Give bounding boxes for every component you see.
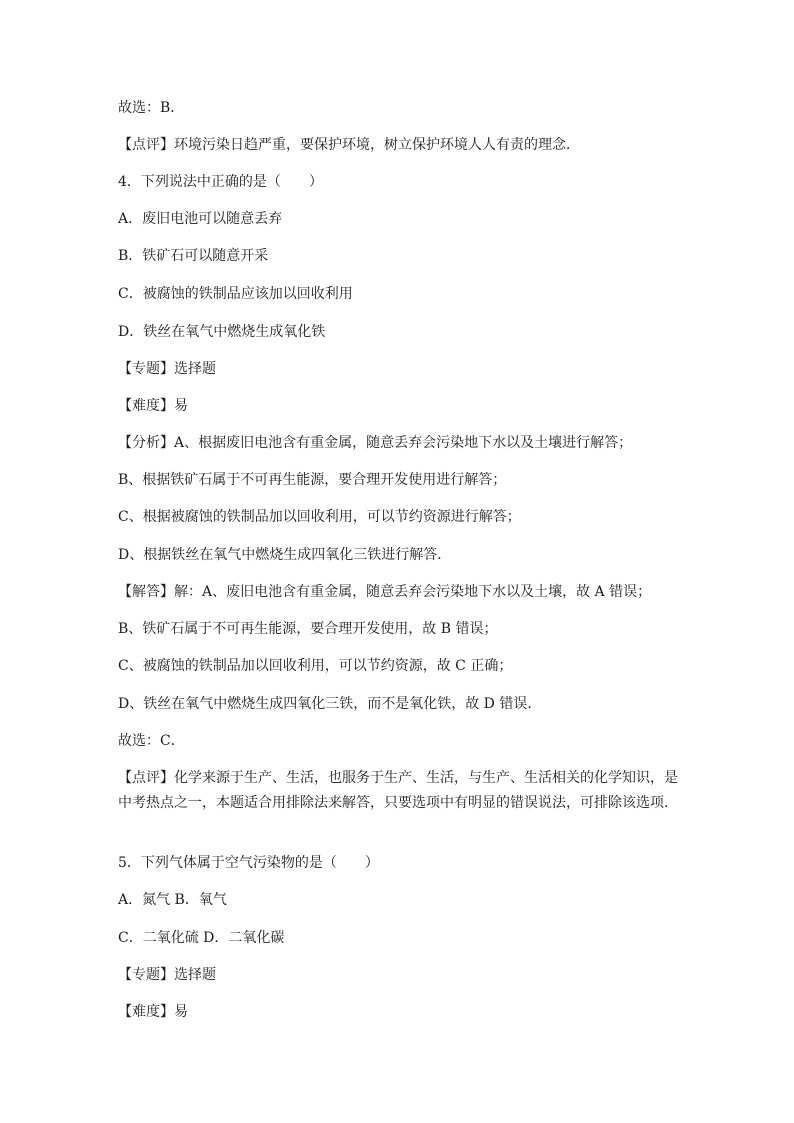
question-5-options-cd: C．二氧化硫 D．二氧化碳 xyxy=(118,930,285,946)
question-4-option-a: A．废旧电池可以随意丢弃 xyxy=(118,211,283,227)
analysis-line-d: D、根据铁丝在氧气中燃烧生成四氧化三铁进行解答． xyxy=(118,547,452,563)
solution-line-d: D、铁丝在氧气中燃烧生成四氧化三铁，而不是氧化铁，故 D 错误． xyxy=(118,696,542,712)
question-5-stem: 5．下列气体属于空气污染物的是（ ） xyxy=(118,855,379,871)
comment-line-q3: 【点评】环境污染日趋严重，要保护环境，树立保护环境人人有责的理念． xyxy=(118,137,580,153)
difficulty-line-q4: 【难度】易 xyxy=(118,398,188,414)
topic-line-q4: 【专题】选择题 xyxy=(118,361,216,377)
topic-line-q5: 【专题】选择题 xyxy=(118,967,216,983)
question-4-option-b: B．铁矿石可以随意开采 xyxy=(118,248,269,264)
analysis-line-c: C、根据被腐蚀的铁制品加以回收利用，可以节约资源进行解答； xyxy=(118,509,521,525)
solution-line-a: 【解答】解：A、废旧电池含有重金属，随意丢弃会污染地下水以及土壤，故 A 错误； xyxy=(118,584,652,600)
analysis-line-a: 【分析】A、根据废旧电池含有重金属，随意丢弃会污染地下水以及土壤进行解答； xyxy=(118,435,633,451)
answer-line-q4: 故选：C． xyxy=(118,733,185,749)
solution-line-b: B、铁矿石属于不可再生能源，要合理开发使用，故 B 错误； xyxy=(118,621,498,637)
question-4-option-c: C．被腐蚀的铁制品应该加以回收利用 xyxy=(118,286,353,302)
question-4-stem: 4．下列说法中正确的是（ ） xyxy=(118,174,323,190)
difficulty-line-q5: 【难度】易 xyxy=(118,1004,188,1020)
question-5-options-ab: A．氮气 B．氧气 xyxy=(118,892,227,908)
comment-paragraph-q4: 【点评】化学来源于生产、生活，也服务于生产、生活，与生产、生活相关的化学知识，是中考热点之一，本题适合用排除法来解答，只要选项中有明显的错误说法，可排除该选项． xyxy=(118,770,678,811)
analysis-line-b: B、根据铁矿石属于不可再生能源，要合理开发使用进行解答； xyxy=(118,472,507,488)
question-4-option-d: D．铁丝在氧气中燃烧生成氧化铁 xyxy=(118,324,326,340)
answer-line-q3: 故选：B． xyxy=(118,100,185,116)
solution-line-c: C、被腐蚀的铁制品加以回收利用，可以节约资源，故 C 正确； xyxy=(118,658,513,674)
